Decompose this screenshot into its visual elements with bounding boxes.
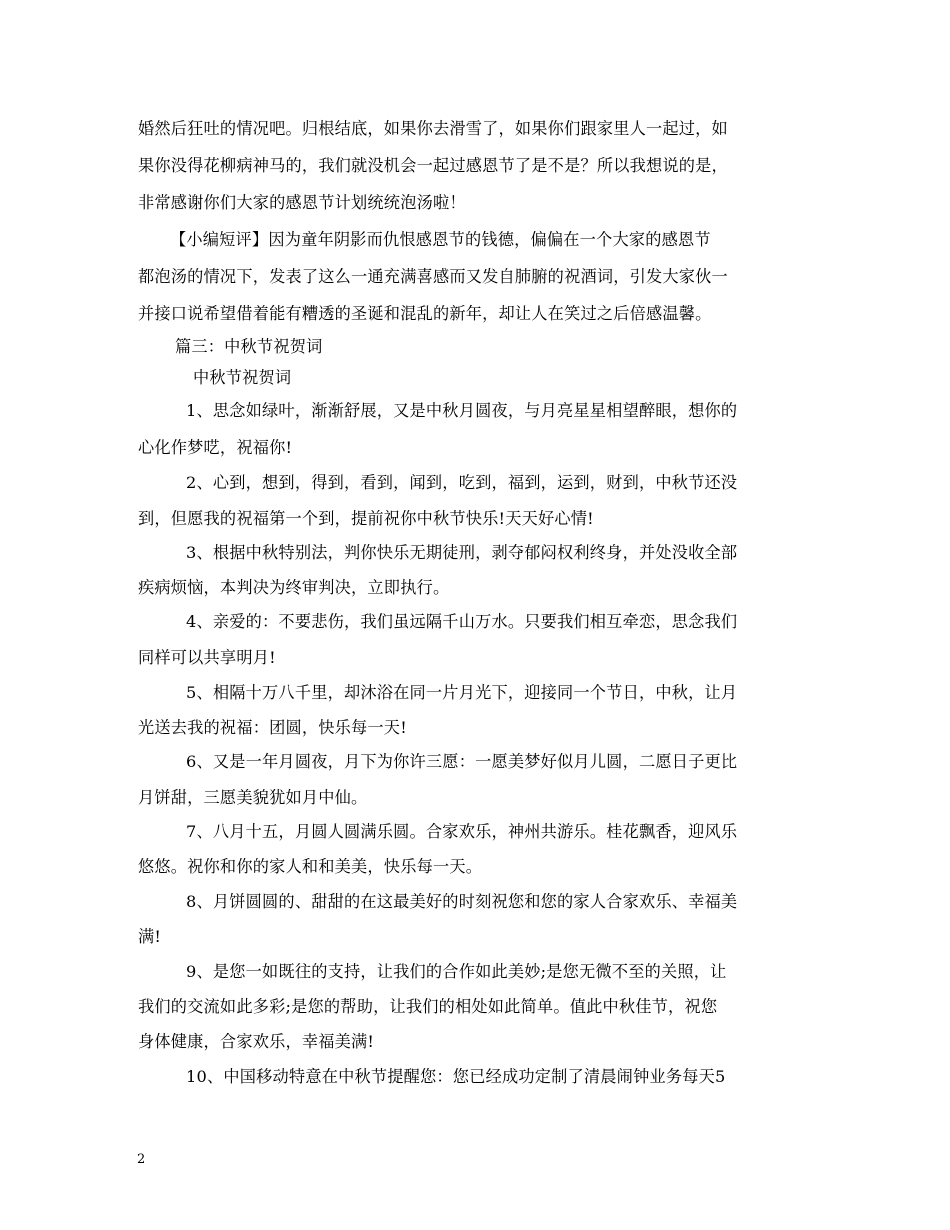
- section-heading: 篇三：中秋节祝贺词: [175, 337, 323, 356]
- text-line: 【小编短评】因为童年阴影而仇恨感恩节的钱德，偏偏在一个大家的感恩节: [170, 230, 711, 249]
- text-line: 1、思念如绿叶，渐渐舒展，又是中秋月圆夜，与月亮星星相望醉眼，想你的: [186, 401, 738, 420]
- text-line: 到，但愿我的祝福第一个到，提前祝你中秋节快乐!天天好心情!: [138, 509, 594, 528]
- text-line: 4、亲爱的：不要悲伤，我们虽远隔千山万水。只要我们相互牵恋，思念我们: [186, 612, 738, 631]
- text-line: 2、心到，想到，得到，看到，闻到，吃到，福到，运到，财到，中秋节还没: [186, 473, 738, 492]
- text-line: 心化作梦呓，祝福你!: [138, 438, 293, 457]
- text-line: 满!: [138, 927, 162, 946]
- text-line: 光送去我的祝福：团圆，快乐每一天!: [138, 718, 407, 737]
- text-line: 婚然后狂吐的情况吧。归根结底，如果你去滑雪了，如果你们跟家里人一起过，如: [138, 119, 728, 138]
- text-line: 6、又是一年月圆夜，月下为你许三愿：一愿美梦好似月儿圆，二愿日子更比: [186, 752, 738, 771]
- text-line: 5、相隔十万八千里，却沐浴在同一片月光下，迎接同一个节日，中秋，让月: [186, 683, 738, 702]
- text-line: 7、八月十五，月圆人圆满乐圆。合家欢乐，神州共游乐。桂花飘香，迎风乐: [186, 822, 738, 841]
- text-line: 悠悠。祝你和你的家人和和美美，快乐每一天。: [138, 857, 483, 876]
- text-line: 果你没得花柳病神马的，我们就没机会一起过感恩节了是不是？所以我想说的是，: [138, 156, 728, 175]
- page-number: 2: [137, 1152, 146, 1167]
- text-line: 并接口说希望借着能有糟透的圣诞和混乱的新年，却让人在笑过之后倍感温馨。: [138, 304, 712, 323]
- text-line: 都泡汤的情况下，发表了这么一通充满喜感而又发自肺腑的祝酒词，引发大家伙一: [138, 267, 728, 286]
- text-line: 3、根据中秋特别法，判你快乐无期徒刑，剥夺郁闷权利终身，并处没收全部: [186, 543, 738, 562]
- text-line: 疾病烦恼，本判决为终审判决，立即执行。: [138, 578, 450, 597]
- text-line: 10、中国移动特意在中秋节提醒您：您已经成功定制了清晨闹钟业务每天5: [186, 1067, 726, 1086]
- text-line: 非常感谢你们大家的感恩节计划统统泡汤啦！: [138, 193, 466, 212]
- section-subheading: 中秋节祝贺词: [193, 368, 292, 387]
- text-line: 身体健康，合家欢乐，幸福美满!: [138, 1032, 375, 1051]
- text-line: 8、月饼圆圆的、甜甜的在这最美好的时刻祝您和您的家人合家欢乐、幸福美: [186, 892, 738, 911]
- text-line: 同样可以共享明月!: [138, 648, 276, 667]
- text-line: 月饼甜，三愿美貌犹如月中仙。: [138, 788, 368, 807]
- text-line: 9、是您一如既往的支持，让我们的合作如此美妙;是您无微不至的关照，让: [186, 962, 727, 981]
- text-line: 我们的交流如此多彩;是您的帮助，让我们的相处如此简单。值此中秋佳节，祝您: [138, 997, 718, 1016]
